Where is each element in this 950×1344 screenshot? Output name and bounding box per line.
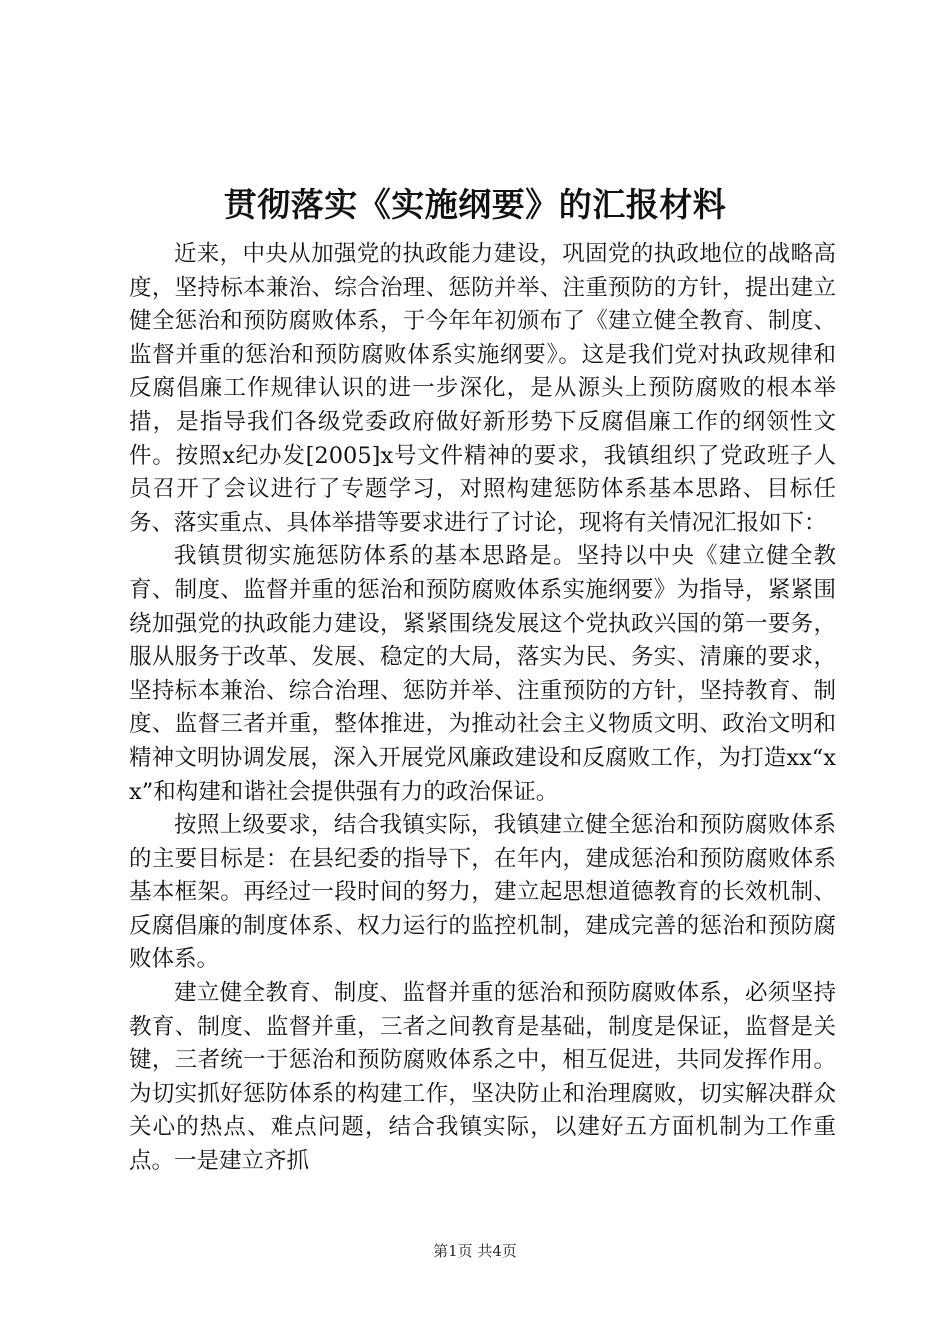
- page-number-footer: 第1页 共4页: [433, 1242, 517, 1260]
- paragraph-work-focus: 建立健全教育、制度、监督并重的惩治和预防腐败体系，必须坚持教育、制度、监督并重，三者之间教育是基础，制度是保证，监督是关键，三者统一于惩治和预防腐败体系之中，相互促进，共同发挥作用。为切实抓好惩防体系的构建工作，坚决防止和治理腐败，切实解决群众关心的热点、难点问题，结合我镇实际，以建好五方面机制为工作重点。一是建立齐抓: [129, 980, 836, 1175]
- paragraph-intro: 近来，中央从加强党的执政能力建设，巩固党的执政地位的战略高度，坚持标本兼治、综合治理、惩防并举、注重预防的方针，提出建立健全惩治和预防腐败体系，于今年年初颁布了《建立健全教育、制度、监督并重的惩治和预防腐败体系实施纲要》。这是我们党对执政规律和反腐倡廉工作规律认识的进一步深化，是从源头上预防腐败的根本举措，是指导我们各级党委政府做好新形势下反腐倡廉工作的纲领性文件。按照x纪办发[2005]x号文件精神的要求，我镇组织了党政班子人员召开了会议进行了专题学习，对照构建惩防体系基本思路、目标任务、落实重点、具体举措等要求进行了讨论，现将有关情况汇报如下：: [129, 241, 836, 536]
- paragraph-main-goals: 按照上级要求，结合我镇实际，我镇建立健全惩治和预防腐败体系的主要目标是：在县纪委的指导下，在年内，建成惩治和预防腐败体系基本框架。再经过一段时间的努力，建立起思想道德教育的长效机制、反腐倡廉的制度体系、权力运行的监控机制，建成完善的惩治和预防腐败体系。: [129, 812, 836, 973]
- paragraph-basic-approach: 我镇贯彻实施惩防体系的基本思路是。坚持以中央《建立健全教育、制度、监督并重的惩治和预防腐败体系实施纲要》为指导，紧紧围绕加强党的执政能力建设，紧紧围绕发展这个党执政兴国的第一要务，服从服务于改革、发展、稳定的大局，落实为民、务实、清廉的要求，坚持标本兼治、综合治理、惩防并举、注重预防的方针，坚持教育、制度、监督三者并重，整体推进，为推动社会主义物质文明、政治文明和精神文明协调发展，深入开展党风廉政建设和反腐败工作，为打造xx“xx”和构建和谐社会提供强有力的政治保证。: [129, 543, 836, 805]
- document-body: [129, 238, 836, 1179]
- document-title: 贯彻落实《实施纲要》的汇报材料: [223, 185, 727, 224]
